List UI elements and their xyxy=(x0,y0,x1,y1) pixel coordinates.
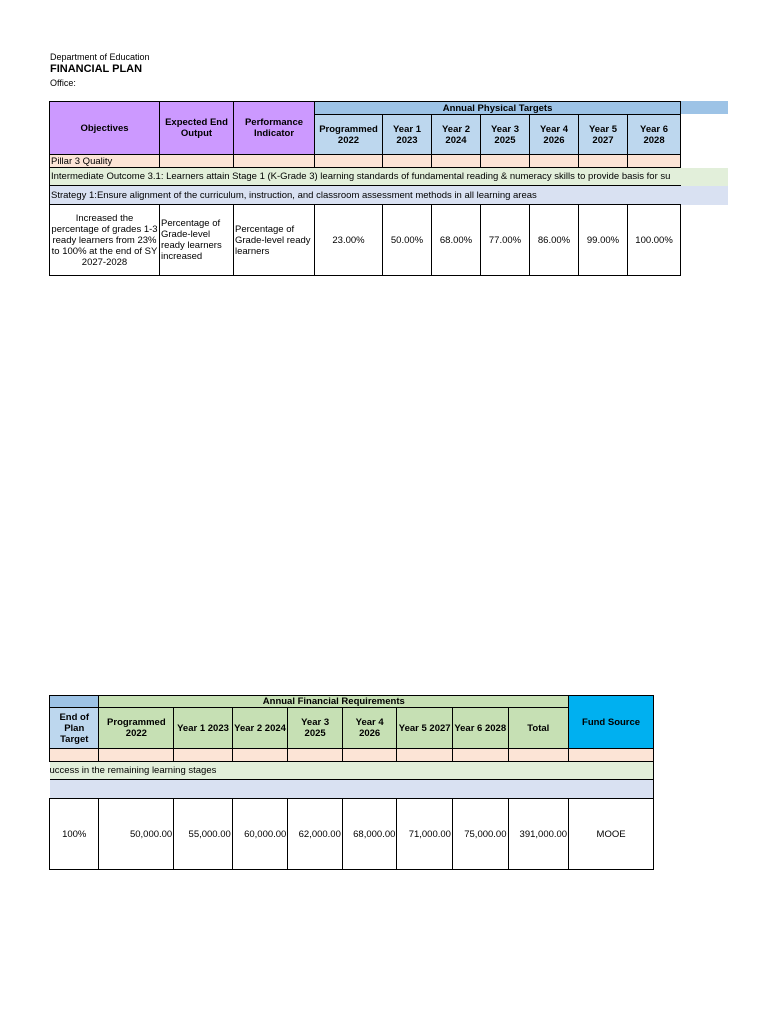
fin-year2: 60,000.00 xyxy=(232,799,288,870)
col-fin-year4: Year 4 2026 xyxy=(342,708,397,749)
target-year6: 100.00% xyxy=(628,205,681,276)
strategy-continuation xyxy=(50,780,654,799)
target-year3: 77.00% xyxy=(481,205,530,276)
col-objectives: Objectives xyxy=(50,102,160,155)
col-end-of-plan-target: End of Plan Target xyxy=(50,708,99,749)
annual-physical-targets-header: Annual Physical Targets xyxy=(315,102,681,115)
indicator-cell: Percentage of Grade-level ready learners xyxy=(234,205,315,276)
physical-targets-table xyxy=(49,101,681,276)
financial-requirements-table xyxy=(49,695,654,870)
strategy-row: Strategy 1:Ensure alignment of the curriculum, instruction, and classroom assessment methods in all learning areas xyxy=(50,186,681,205)
fin-total: 391,000.00 xyxy=(508,799,569,870)
col-fin-year6: Year 6 2028 xyxy=(452,708,508,749)
col-fin-year5: Year 5 2027 xyxy=(397,708,453,749)
col-expected-end-output: Expected End Output xyxy=(160,102,234,155)
fin-year5: 71,000.00 xyxy=(397,799,453,870)
intermediate-outcome: Intermediate Outcome 3.1: Learners attain Stage 1 (K-Grade 3) learning standards of fundamental reading & numeracy skills to provide basis for su xyxy=(50,168,681,186)
outcome-continuation: uccess in the remaining learning stages xyxy=(50,762,654,780)
office-label: Office: xyxy=(50,78,76,88)
col-year2: Year 2 2024 xyxy=(432,115,481,155)
target-programmed: 23.00% xyxy=(315,205,383,276)
col-fin-year1: Year 1 2023 xyxy=(174,708,233,749)
fin-year3: 62,000.00 xyxy=(288,799,343,870)
target-year4: 86.00% xyxy=(530,205,579,276)
end-of-plan-target-cell: 100% xyxy=(50,799,99,870)
col-year1: Year 1 2023 xyxy=(383,115,432,155)
outcome-band-extension xyxy=(680,168,728,186)
page-title: FINANCIAL PLAN xyxy=(50,63,143,75)
col-fin-total: Total xyxy=(508,708,569,749)
objective-cell: Increased the percentage of grades 1-3 ready learners from 23% to 100% at the end of SY 2027-2028 xyxy=(50,205,160,276)
col-fin-year2: Year 2 2024 xyxy=(232,708,288,749)
strategy-band-extension xyxy=(680,186,728,205)
fin-year1: 55,000.00 xyxy=(174,799,233,870)
col-fin-year3: Year 3 2025 xyxy=(288,708,343,749)
col-programmed: Programmed 2022 xyxy=(315,115,383,155)
col-fin-programmed: Programmed 2022 xyxy=(99,708,174,749)
expected-output-cell: Percentage of Grade-level ready learners increased xyxy=(160,205,234,276)
annual-financial-requirements-header: Annual Financial Requirements xyxy=(99,696,569,708)
fin-year4: 68,000.00 xyxy=(342,799,397,870)
col-year3: Year 3 2025 xyxy=(481,115,530,155)
target-year5: 99.00% xyxy=(579,205,628,276)
fund-source-cell: MOOE xyxy=(569,799,654,870)
col-year6: Year 6 2028 xyxy=(628,115,681,155)
col-fund-source: Fund Source xyxy=(569,696,654,749)
department-name: Department of Education xyxy=(50,52,150,62)
target-year2: 68.00% xyxy=(432,205,481,276)
end-target-band xyxy=(50,696,99,708)
col-performance-indicator: Performance Indicator xyxy=(234,102,315,155)
fin-year6: 75,000.00 xyxy=(452,799,508,870)
header-band-extension xyxy=(680,101,728,114)
fin-programmed: 50,000.00 xyxy=(99,799,174,870)
col-year5: Year 5 2027 xyxy=(579,115,628,155)
col-year4: Year 4 2026 xyxy=(530,115,579,155)
target-year1: 50.00% xyxy=(383,205,432,276)
pillar-label: Pillar 3 Quality xyxy=(50,155,160,168)
